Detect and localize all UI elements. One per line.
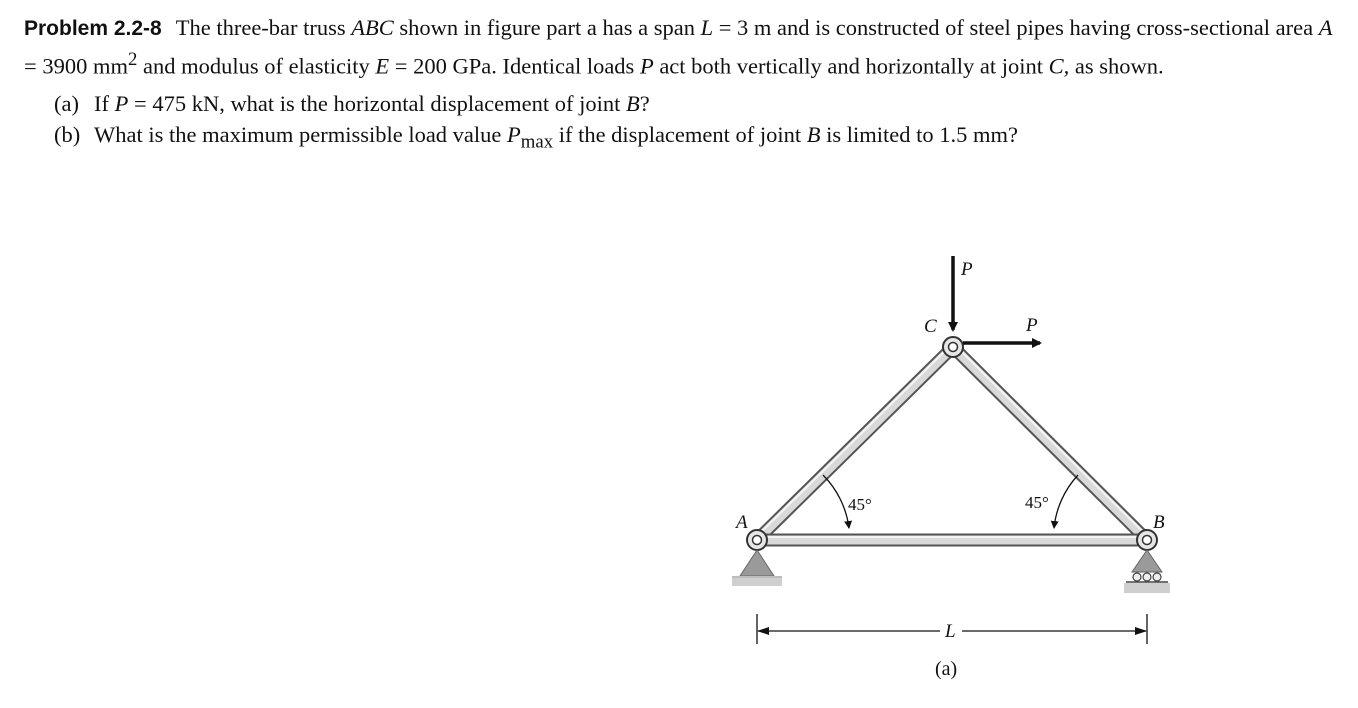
intro-var-a: A [1318, 15, 1333, 40]
intro-var-c: C, [1048, 53, 1070, 79]
part-subscript-max: max [520, 131, 554, 152]
part-var-b: B [806, 121, 821, 147]
intro-var-e: E [375, 53, 390, 79]
intro-text: The three-bar truss [175, 15, 352, 40]
angle-label-left: 45° [848, 495, 872, 514]
pin-support-a [732, 550, 782, 586]
bar-ab [757, 537, 1147, 540]
intro-text: act both vertically and horizontally at joint [653, 53, 1049, 79]
label-b: B [1153, 512, 1165, 533]
intro-superscript: 2 [127, 49, 138, 70]
angle-label-right: 45° [1025, 493, 1049, 512]
intro-text: = 200 GPa. Identical loads [389, 53, 640, 79]
angle-arc-left [823, 475, 849, 528]
label-a: A [736, 512, 748, 533]
intro-var-abc: ABC [351, 15, 394, 40]
part-label: (a) [54, 90, 79, 116]
intro-text: = 3 m and is constructed of steel pipes having cross-sectional area [713, 15, 1319, 40]
span-label: L [945, 621, 956, 642]
roller-support-b [1124, 550, 1170, 593]
label-p-vertical: P [961, 259, 973, 280]
joint-b [1137, 530, 1157, 550]
part-label: (b) [54, 121, 81, 147]
angle-arc-right [1054, 475, 1078, 528]
intro-var-l: L [700, 15, 714, 40]
intro-var-p: P [639, 53, 654, 79]
label-c: C [924, 316, 937, 337]
part-text: is limited to 1.5 mm? [820, 121, 1019, 147]
bar-cb [953, 345, 1149, 540]
intro-text: = 3900 mm [24, 53, 128, 79]
intro-text: shown in figure part a has a span [393, 15, 701, 40]
joint-a [747, 530, 767, 550]
intro-text: and modulus of elasticity [137, 53, 376, 79]
part-text: = 475 kN, what is the horizontal displacement of joint [128, 90, 626, 116]
part-text: ? [639, 90, 650, 116]
intro-text: as shown. [1069, 53, 1164, 79]
problem-title: Problem 2.2-8 [24, 17, 162, 40]
part-var-p: P [507, 121, 521, 147]
figure-caption: (a) [935, 658, 958, 680]
part-text: What is the maximum permissible load value [94, 121, 508, 147]
label-p-horizontal: P [1026, 315, 1038, 336]
part-text: If [94, 90, 115, 116]
part-text: if the displacement of joint [553, 121, 807, 147]
part-var-p: P [114, 90, 129, 116]
part-var-b: B [625, 90, 640, 116]
joint-c [943, 337, 963, 357]
